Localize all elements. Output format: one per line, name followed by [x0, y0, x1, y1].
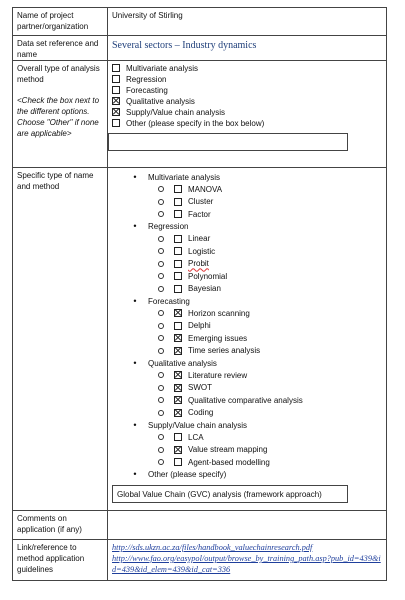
method-label: Probit — [188, 259, 209, 269]
circle-bullet-icon — [158, 199, 164, 205]
category-multivariate-analysis — [132, 171, 382, 183]
circle-bullet-icon — [158, 186, 164, 192]
method-form-table — [12, 7, 387, 581]
method-emerging-issues[interactable] — [158, 332, 382, 345]
circle-bullet-icon — [158, 372, 164, 378]
comments-label: Comments on application (if any) — [13, 511, 108, 539]
row-analysis-type — [13, 61, 386, 168]
method-label: Cluster — [188, 197, 214, 207]
circle-bullet-icon — [158, 434, 164, 440]
bullet-icon: • — [133, 295, 137, 306]
method-swot[interactable] — [158, 382, 382, 395]
checked-checkbox-icon[interactable] — [112, 108, 120, 116]
bullet-icon: • — [133, 171, 137, 182]
circle-bullet-icon — [158, 385, 164, 391]
row-links — [13, 540, 386, 580]
category-forecasting — [132, 295, 382, 307]
checkbox-icon[interactable] — [174, 235, 182, 243]
category-label: Regression — [148, 222, 189, 231]
method-label: Literature review — [188, 370, 248, 380]
checkbox-icon[interactable] — [174, 458, 182, 466]
method-label: Time series analysis — [188, 346, 261, 356]
category-label: Other (please specify) — [148, 470, 227, 479]
checkbox-icon[interactable] — [174, 272, 182, 280]
method-label: Logistic — [188, 246, 216, 256]
bullet-icon: • — [133, 221, 137, 231]
partner-label: Name of project partner/organization — [13, 8, 108, 35]
bullet-icon: • — [133, 419, 137, 430]
comments-value[interactable] — [108, 511, 386, 539]
checked-checkbox-icon[interactable] — [174, 409, 182, 417]
category-other-please-specify — [132, 469, 382, 481]
circle-bullet-icon — [158, 310, 164, 316]
partner-value: University of Stirling — [112, 11, 183, 20]
category-label: Forecasting — [148, 296, 190, 306]
method-label: Delphi — [188, 321, 211, 331]
method-cluster[interactable] — [158, 196, 382, 209]
method-manova[interactable] — [158, 183, 382, 196]
category-label: Qualitative analysis — [148, 358, 217, 368]
analysis-type-label: Overall type of analysis method — [17, 64, 100, 84]
circle-bullet-icon — [158, 248, 164, 254]
category-supply-value-chain-analysis — [132, 419, 382, 431]
other-specify-field[interactable] — [108, 133, 348, 151]
method-coding[interactable] — [158, 407, 382, 420]
checkbox-icon[interactable] — [174, 433, 182, 441]
checked-checkbox-icon[interactable] — [174, 309, 182, 317]
method-label: Emerging issues — [188, 333, 248, 343]
checkbox-icon[interactable] — [174, 210, 182, 218]
dataset-value: Several sectors – Industry dynamics — [112, 40, 257, 51]
category-label: Multivariate analysis — [148, 172, 221, 182]
circle-bullet-icon — [158, 397, 164, 403]
category-label: Supply/Value chain analysis — [148, 420, 248, 430]
dataset-label: Data set reference and name — [13, 36, 108, 60]
method-label: MANOVA — [188, 184, 223, 194]
method-label: Factor — [188, 209, 211, 219]
method-label: Bayesian — [188, 284, 221, 294]
method-polynomial[interactable] — [158, 270, 382, 283]
circle-bullet-icon — [158, 447, 164, 453]
method-label: Polynomial — [188, 271, 228, 281]
option-qualitative[interactable]: Qualitative analysis — [112, 96, 382, 107]
checkbox-icon[interactable] — [174, 185, 182, 193]
method-qualitative-comparative-analysis[interactable] — [158, 394, 382, 407]
category-qualitative-analysis — [132, 357, 382, 369]
row-dataset — [13, 36, 386, 61]
method-literature-review[interactable] — [158, 369, 382, 382]
circle-bullet-icon — [158, 323, 164, 329]
checkbox-icon[interactable] — [112, 86, 120, 94]
row-specific — [13, 168, 386, 511]
circle-bullet-icon — [158, 286, 164, 292]
option-supply-value-chain[interactable]: Supply/Value chain analysis — [112, 107, 382, 118]
method-delphi[interactable] — [158, 320, 382, 333]
links-cell — [108, 540, 386, 580]
row-comments — [13, 511, 386, 540]
checkbox-icon[interactable] — [112, 75, 120, 83]
method-time-series-analysis[interactable] — [158, 345, 382, 358]
circle-bullet-icon — [158, 335, 164, 341]
method-label: SWOT — [188, 383, 212, 393]
link-fao-easypol[interactable]: http://www.fao.org/easypol/output/browse_by_training_path.asp?pub_id=439&id=439&id_elem=439&id_cat=336 — [112, 554, 381, 574]
method-label: Horizon scanning — [188, 308, 250, 318]
circle-bullet-icon — [158, 261, 164, 267]
option-regression[interactable]: Regression — [112, 74, 382, 85]
circle-bullet-icon — [158, 236, 164, 242]
checkbox-icon[interactable] — [174, 260, 182, 268]
method-horizon-scanning[interactable] — [158, 307, 382, 320]
checked-checkbox-icon[interactable] — [174, 446, 182, 454]
circle-bullet-icon — [158, 410, 164, 416]
checkbox-icon[interactable] — [174, 198, 182, 206]
checked-checkbox-icon[interactable] — [174, 334, 182, 342]
checkbox-icon[interactable] — [112, 64, 120, 72]
bullet-icon: • — [133, 357, 137, 368]
checked-checkbox-icon[interactable] — [174, 384, 182, 392]
specific-method-list — [108, 168, 386, 510]
method-label: Qualitative comparative analysis — [188, 395, 303, 405]
checkbox-icon[interactable] — [174, 285, 182, 293]
bullet-icon: • — [133, 469, 137, 479]
links-label: Link/reference to method application guidelines — [13, 540, 108, 580]
method-label: Agent-based modelling — [188, 457, 270, 467]
option-other[interactable]: Other (please specify in the box below) — [112, 118, 382, 129]
circle-bullet-icon — [158, 273, 164, 279]
circle-bullet-icon — [158, 211, 164, 217]
method-factor[interactable] — [158, 208, 382, 221]
method-label: LCA — [188, 432, 204, 442]
checked-checkbox-icon[interactable] — [174, 371, 182, 379]
link-ukzn-handbook[interactable]: http://sds.ukzn.ac.za/files/handbook_valuechainresearch.pdf — [112, 543, 313, 552]
method-bayesian[interactable] — [158, 283, 382, 296]
category-regression — [132, 221, 382, 233]
method-value-stream-mapping[interactable] — [158, 444, 382, 457]
checked-checkbox-icon[interactable] — [174, 396, 182, 404]
analysis-type-hint: <Check the box next to the different options. Choose "Other" if none are applicable> — [17, 96, 100, 138]
specific-label: Specific type of name and method — [13, 168, 108, 510]
circle-bullet-icon — [158, 348, 164, 354]
analysis-type-options — [108, 61, 386, 167]
checkbox-icon[interactable] — [112, 119, 120, 127]
checkbox-icon[interactable] — [174, 322, 182, 330]
option-forecasting[interactable]: Forecasting — [112, 85, 382, 96]
method-lca[interactable] — [158, 431, 382, 444]
method-linear[interactable] — [158, 233, 382, 246]
method-label: Coding — [188, 408, 214, 418]
checked-checkbox-icon[interactable] — [112, 97, 120, 105]
method-label: Value stream mapping — [188, 445, 268, 455]
circle-bullet-icon — [158, 459, 164, 465]
other-method-field[interactable]: Global Value Chain (GVC) analysis (framework approach) — [112, 485, 348, 503]
method-probit[interactable] — [158, 258, 382, 271]
option-multivariate[interactable]: Multivariate analysis — [112, 63, 382, 74]
method-label: Linear — [188, 234, 211, 244]
method-agent-based-modelling[interactable] — [158, 456, 382, 469]
row-partner — [13, 8, 386, 36]
method-logistic[interactable] — [158, 245, 382, 258]
checkbox-icon[interactable] — [174, 247, 182, 255]
checked-checkbox-icon[interactable] — [174, 347, 182, 355]
